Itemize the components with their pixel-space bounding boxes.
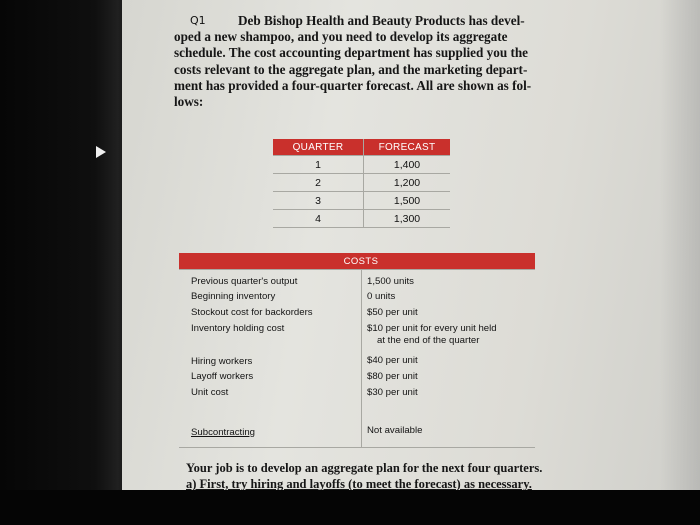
quarter-cell: 3 [273,192,364,210]
forecast-table [273,139,450,228]
cost-label-unit: Unit cost [191,387,229,398]
instruction-line-2: a) First, try hiring and layoffs (to meet the forecast) as necessary. [186,477,532,490]
question-number: Q1 [190,14,206,27]
cost-value-hiring: $40 per unit [367,355,418,366]
table-row [273,156,450,174]
table-row [273,192,450,210]
quarter-cell: 1 [273,156,364,174]
problem-line-2: oped a new shampoo, and you need to develop its aggregate [174,29,508,45]
problem-line-4: costs relevant to the aggregate plan, and the marketing depart- [174,61,528,77]
textbook-page [122,0,700,490]
cost-value-previous-output: 1,500 units [367,276,414,287]
cost-value-inventory-holding-line2: at the end of the quarter [377,335,480,346]
cost-value-inventory-holding: $10 per unit for every unit held [367,323,497,334]
problem-statement [174,13,554,110]
costs-header: COSTS [179,253,535,269]
forecast-cell: 1,300 [364,210,451,228]
cost-value-beginning-inventory: 0 units [367,291,396,302]
quarter-header: QUARTER [273,139,364,156]
table-row [273,210,450,228]
cost-value-stockout: $50 per unit [367,307,418,318]
costs-table [179,253,535,448]
costs-divider [179,269,535,270]
forecast-header-row [273,139,450,156]
cost-label-layoff: Layoff workers [191,371,254,382]
forecast-cell: 1,400 [364,156,451,174]
quarter-cell: 2 [273,174,364,192]
cost-label-beginning-inventory: Beginning inventory [191,291,276,302]
cost-label-previous-output: Previous quarter's output [191,276,298,287]
page-shadow [660,0,700,490]
instructions [186,460,566,490]
quarter-cell: 4 [273,210,364,228]
cursor-arrow-icon [96,146,106,158]
problem-line-1: Deb Bishop Health and Beauty Products has devel- [238,13,525,28]
cost-value-unit: $30 per unit [367,387,418,398]
problem-line-5: ment has provided a four-quarter forecast. All are shown as fol- [174,77,532,93]
problem-line-6: lows: [174,94,204,110]
costs-body [179,269,535,448]
cost-value-subcontracting: Not available [367,425,423,436]
cost-label-inventory-holding: Inventory holding cost [191,323,285,334]
table-row [273,174,450,192]
dark-foreground [0,490,700,525]
instruction-line-1: Your job is to develop an aggregate plan for the next four quarters. [186,461,543,475]
cost-label-stockout: Stockout cost for backorders [191,307,313,318]
problem-line-3: schedule. The cost accounting department has supplied you the [174,45,529,61]
cost-label-hiring: Hiring workers [191,356,253,367]
forecast-cell: 1,500 [364,192,451,210]
costs-column-divider [361,269,362,447]
forecast-header: FORECAST [364,139,451,156]
cost-label-subcontracting: Subcontracting [191,427,255,438]
cost-value-layoff: $80 per unit [367,371,418,382]
forecast-cell: 1,200 [364,174,451,192]
